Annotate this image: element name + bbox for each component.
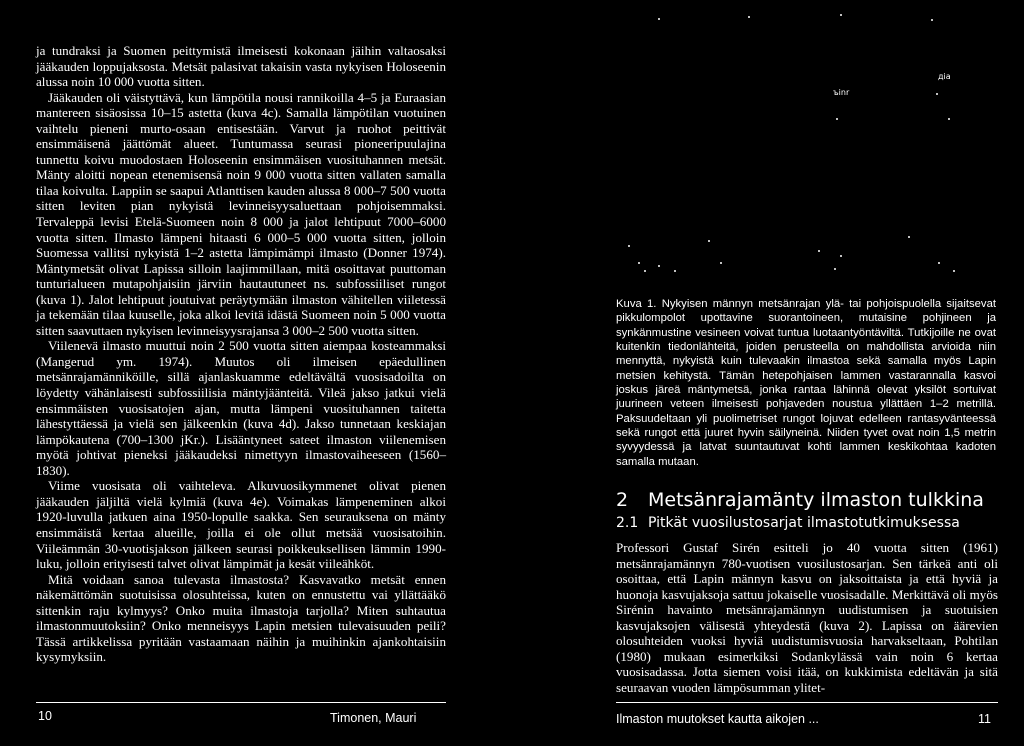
footer-rule <box>616 702 998 703</box>
photo-speck <box>720 262 722 264</box>
photo-speck <box>840 14 842 16</box>
running-head: Timonen, Mauri <box>330 711 417 725</box>
figure-caption: Kuva 1. Nykyisen männyn metsänrajan ylä- tai pohjoispuolella sijaitsevat pikkulompolot upottavine suorantoineen, mutaisine pohjineen ja synkänmustine vesineen voivat tuntua luotaantyöntäviltä. Tutkijoille ne ovat kuitenkin tiedonlähteitä, joiden perusteella on mahdollista arvioida niin mennyttä, nykyistä kuin tulevaakin ilmastoa sekä samalla myös Lapin metsien kehitystä. Tämän hetepohjaisen lammen vastarannalla kasvoi joskus järeä mäntymetsä, jonka rantaa lähinnä olevat yksilöt sortuivat juurineen veteen ilmeisesti pohjaveden noustua yllättäen 1–2 metrillä. Paksuudeltaan yli puolimetriset rungot lojuvat edelleen rantasyvänteessä sekä rungot että juuret hyvin säilyneinä. Niiden tyvet ovat noin 1,5 metrin syvyydessä ja latvat suuntautuvat kohti lammen keskikohtaa kadoten samalla mutaan. <box>616 298 996 468</box>
photo-speck <box>948 118 950 120</box>
photo-speck <box>658 18 660 20</box>
section-heading <box>616 488 996 512</box>
photo-text: дia <box>938 72 951 81</box>
photo-speck <box>748 16 750 18</box>
photo-speck <box>644 270 646 272</box>
footer-rule <box>36 702 446 703</box>
photo-speck <box>708 240 710 242</box>
photo-speck <box>936 93 938 95</box>
paragraph: Jääkauden oli väistyttävä, kun lämpötila nousi rannikoilla 4–5 ja Euraasian mantereen sisäosissa 10–15 astetta (kuva 4c). Samalla lämpötilan vuotuinen vaihtelu pieneni murto-osaan entisestään. Varvut ja ruohot peittivät ensimmäisenä jäättömät alueet. Tuntumassa seurasi pioneeripuulajina tunnettu koivu muodostaen Holoseenin ensimmäisen vuosituhannen metsät. Mänty aloitti nopean etenemisensä noin 9 000 vuotta sitten vallaten samalla tilaa koivulta. Lappiin se saapui Atlanttisen kauden alussa 8 000–7 500 vuotta sitten leviten pian nykyistä levinneisyysaluettaan pohjoisemmaksi. Tervaleppä levisi Etelä-Suomeen noin 8 000 ja jalot lehtipuut 7000–6000 vuotta sitten. Ilmasto lämpeni hitaasti 6 000–5 000 vuotta sitten, jolloin Suomessa vallitsi nykyistä 1–2 astetta lämpimämpi ilmasto (Donner 1974). Mäntymetsät olivat Lapissa silloin laajimmillaan, mitä osoittavat puuttoman tunturialueen mutapohjaisiin järviin hautautuneet ns. subfossiiliset rungot (kuva 1). Jalot lehtipuut joutuivat peräytymään ilmaston vähitellen viiletessä ja tekemään tilaa kuuselle, joka alkoi levitä idästä Suomeen noin 5 000 vuotta sitten saavuttaen nykyisen levinneisyysrajansa 3 000–2 500 vuotta sitten. <box>36 89 446 338</box>
left-body-text <box>36 43 446 665</box>
photo-speck <box>938 262 940 264</box>
photo-speck <box>836 118 838 120</box>
photo-speck <box>638 262 640 264</box>
photo-speck <box>840 255 842 257</box>
right-page <box>512 0 1024 746</box>
running-head: Ilmaston muutokset kautta aikojen ... <box>616 712 819 726</box>
photo-speck <box>908 236 910 238</box>
paragraph: Professori Gustaf Sirén esitteli jo 40 vuotta sitten (1961) metsänrajamännyn 780-vuotisen vuosilustosarjan. Sen tärkeä anti oli osoittaa, että Lapin männyn kasvu on jaksoittaista ja että hyviä ja huonoja kasvujaksoja sattuu jokaiselle vuosisadalle. Merkittävä oli myös Sirénin havainto metsänrajamännyn uudistumisen ja suotuisien kasvujaksojen välisestä yhteydestä (kuva 2). Lapissa on äärevien olosuhteiden vuoksi hyviä uudistumisvuosia harvakseltaan, Pohtilan (1980) mukaan esimerkiksi Sodankylässä vain noin 6 kertaa vuosisadassa. Jotta siemen voisi itää, on kukkimista edeltävän ja sitä seuraavan vuoden lämpösumman ylitet- <box>616 540 998 695</box>
paragraph: ja tundraksi ja Suomen peittymistä ilmeisesti kokonaan jäihin valtaosaksi jääkauden loppujaksosta. Metsät palasivat takaisin vasta nykyisen Holoseenin alussa noin 10 000 vuotta sitten. <box>36 43 446 90</box>
photo-speck <box>834 268 836 270</box>
paragraph: Viime vuosisata oli vaihteleva. Alkuvuosikymmenet olivat pienen jääkauden jäljiltä vielä kylmiä (kuva 4e). Voimakas lämpeneminen alkoi 1920-luvulla jatkuen aina 1950-lopulle saakka. Sen seurauksena on mänty ensimmäistä kertaa alueille, joilla ei ole ollut metsää vuosisatoihin. Viileämmän 30-vuotisjakson jälkeen seurasi poikkeuksellisen lämmin 1990-luku, jolloin erityisesti talvet olivat lämpimät ja kesät viileähköt. <box>36 478 446 572</box>
photo-speck <box>628 245 630 247</box>
section-title: Metsänrajamänty ilmaston tulkkina <box>648 489 984 511</box>
paragraph: Mitä voidaan sanoa tulevasta ilmastosta? Kasvavatko metsät ennen näkemättömän suotuisissa olosuhteissa, kuten on ennustettu vai yllättääkö sittenkin raju kylmyys? Onko muita ilmastoja tarjolla? Miten suhtautua ilmastonmuutoksiin? Onko menneisyys Lapin metsien tulevaisuuden peili? Tässä artikkelissa pyritään vastaamaan näihin ja muihinkin ajankohtaisiin kysymyksiin. <box>36 571 446 665</box>
photo-speck <box>818 250 820 252</box>
photo-speck <box>953 270 955 272</box>
page-number: 11 <box>978 712 991 726</box>
photo-speck <box>931 19 933 21</box>
subsection-heading <box>616 513 996 533</box>
subsection-title: Pitkät vuosilustosarjat ilmastotutkimuksessa <box>648 515 960 531</box>
right-body-text <box>616 540 998 695</box>
photo-speck <box>658 265 660 267</box>
photo-text: ъinr <box>833 88 850 97</box>
page-number: 10 <box>38 709 52 723</box>
photo-speck <box>674 270 676 272</box>
subsection-number: 2.1 <box>616 515 639 531</box>
photo-kuva-1 <box>608 0 1024 290</box>
paragraph: Viilenevä ilmasto muuttui noin 2 500 vuotta sitten aiempaa kosteammaksi (Mangerud ym. 1974). Muutos oli ilmeisen epäedullinen metsänrajamänniköille, sillä ajanlaskuamme edeltävältä vuosisadoilta on löydetty vähänlaisesti subfossiilisia mäntyjäänteitä. Vileä jakso jatkui vielä ensimmäisten vuosisatojen ajan, mutta lämpeni vuosituhannen taitetta lähestyttäessä ja vielä sen jälkeenkin (kuva 4d). Jakso tunnetaan keskiajan lämpökautena (700–1300 jKr.). Lisääntyneet sateet ilmaston viilenemisen myötä johtivat pieneksi jääkaudeksi nimettyyn ilmastovaiheeseen (1560–1830). <box>36 338 446 478</box>
section-number: 2 <box>616 489 629 511</box>
